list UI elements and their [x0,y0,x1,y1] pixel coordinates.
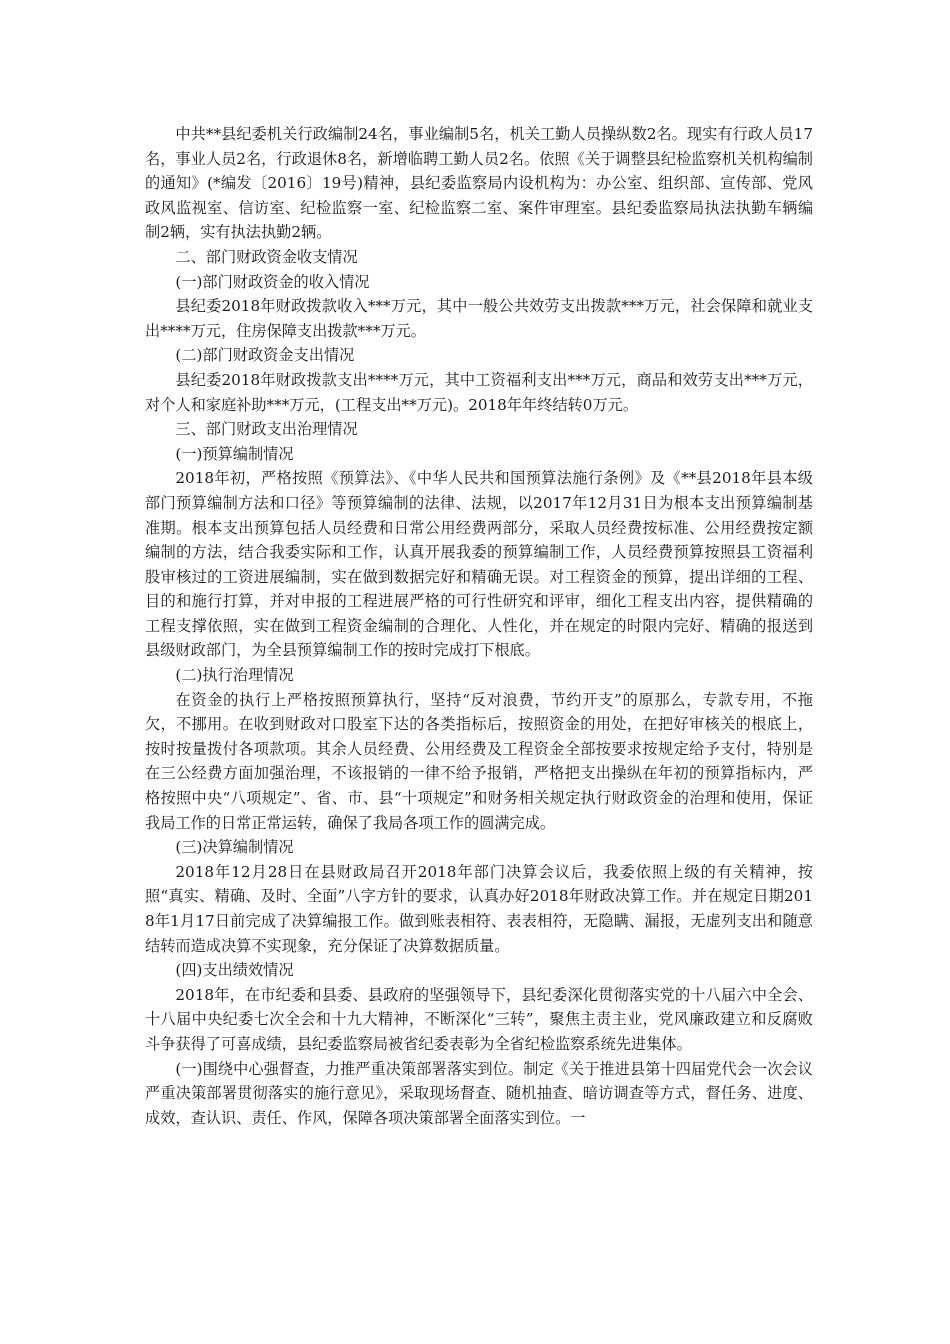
subheading-performance: (四)支出绩效情况 [175,961,294,980]
document-body [145,122,813,1130]
heading-section-3: 三、部门财政支出治理情况 [175,420,358,439]
subheading-expenditure: (二)部门财政资金支出情况 [175,346,355,365]
subheading-income: (一)部门财政资金的收入情况 [175,272,370,291]
paragraph-budget: 2018年初，严格按照《预算法》、《中华人民共和国预算法施行条例》及《**县2018年县本级部门预算编制方法和口径》等预算编制的法律、法规，以2017年12月31日为根本支出预算编制基准期。根本支出预算包括人员经费和日常公用经费两部分，采取人员经费按标准、公用经费按定额编制的方法，结合我委实际和工作，认真开展我委的预算编制工作，人员经费预算按照县工资福利股审核过的工资进展编制，实在做到数据完好和精确无误。对工程资金的预算，提出详细的工程、目的和施行打算，并对申报的工程进展严格的可行性研究和评审，细化工程支出内容，提供精确的工程支撑依照，实在做到工程资金编制的合理化、人性化，并在规定的时限内完好、精确的报送到县级财政部门，为全县预算编制工作的按时完成打下根底。 [145,469,813,660]
paragraph-execution: 在资金的执行上严格按照预算执行，坚持“反对浪费，节约开支”的原那么，专款专用，不拖欠，不挪用。在收到财政对口股室下达的各类指标后，按照资金的用处，在把好审核关的根底上，按时按量拨付各项款项。其余人员经费、公用经费及工程资金全部按要求按规定给予支付，特别是在三公经费方面加强治理，不该报销的一律不给予报销，严格把支出操纵在年初的预算指标内，严格按照中央“八项规定”、省、市、县“十项规定”和财务相关规定执行财政资金的治理和使用，保证我局工作的日常正常运转，确保了我局各项工作的圆满完成。 [145,690,813,832]
paragraph-performance: 2018年，在市纪委和县委、县政府的坚强领导下，县纪委深化贯彻落实党的十八届六中全会、十八届中央纪委七次全会和十九大精神，不断深化“三转”，聚焦主责主业，党风廉政建立和反腐败斗争获得了可喜成绩，县纪委监察局被省纪委表彰为全省纪检监察系统先进集体。 [145,985,813,1053]
subheading-final-accounts: (三)决算编制情况 [175,838,294,857]
subheading-budget: (一)预算编制情况 [175,444,294,463]
paragraph-expenditure: 县纪委2018年财政拨款支出****万元，其中工资福利支出***万元，商品和效劳支出***万元，对个人和家庭补助***万元，(工程支出**万元)。2018年年终结转0万元。 [145,370,813,414]
heading-section-2: 二、部门财政资金收支情况 [175,247,358,266]
paragraph-final-accounts: 2018年12月28日在县财政局召开2018年部门决算会议后，我委依照上级的有关精神，按照“真实、精确、及时、全面”八字方针的要求，认真办好2018年财政决算工作。并在规定日期2018年1月17日前完成了决算编报工作。做到账表相符、表表相符，无隐瞒、漏报，无虚列支出和随意结转而造成决算不实现象，充分保证了决算数据质量。 [145,862,813,955]
paragraph-supervision: (一)围绕中心强督查，力推严重决策部署落实到位。制定《关于推进县第十四届党代会一次会议严重决策部署贯彻落实的施行意见》，采取现场督查、随机抽查、暗访调查等方式，督任务、进度、成效，查认识、责任、作风，保障各项决策部署全面落实到位。一 [145,1059,813,1127]
paragraph-income: 县纪委2018年财政拨款收入***万元，其中一般公共效劳支出拨款***万元，社会保障和就业支出****万元，住房保障支出拨款***万元。 [145,297,813,340]
paragraph-staffing: 中共**县纪委机关行政编制24名，事业编制5名，机关工勤人员操纵数2名。现实有行政人员17名，事业人员2名，行政退休8名，新增临聘工勤人员2名。依照《关于调整县纪检监察机关机构编制的通知》(*编发〔2016〕19号)精神，县纪委监察局内设机构为：办公室、组织部、宣传部、党风政风监视室、信访室、纪检监察一室、纪检监察二室、案件审理室。县纪委监察局执法执勤车辆编制2辆，实有执法执勤2辆。 [145,125,813,242]
subheading-execution: (二)执行治理情况 [175,666,294,685]
